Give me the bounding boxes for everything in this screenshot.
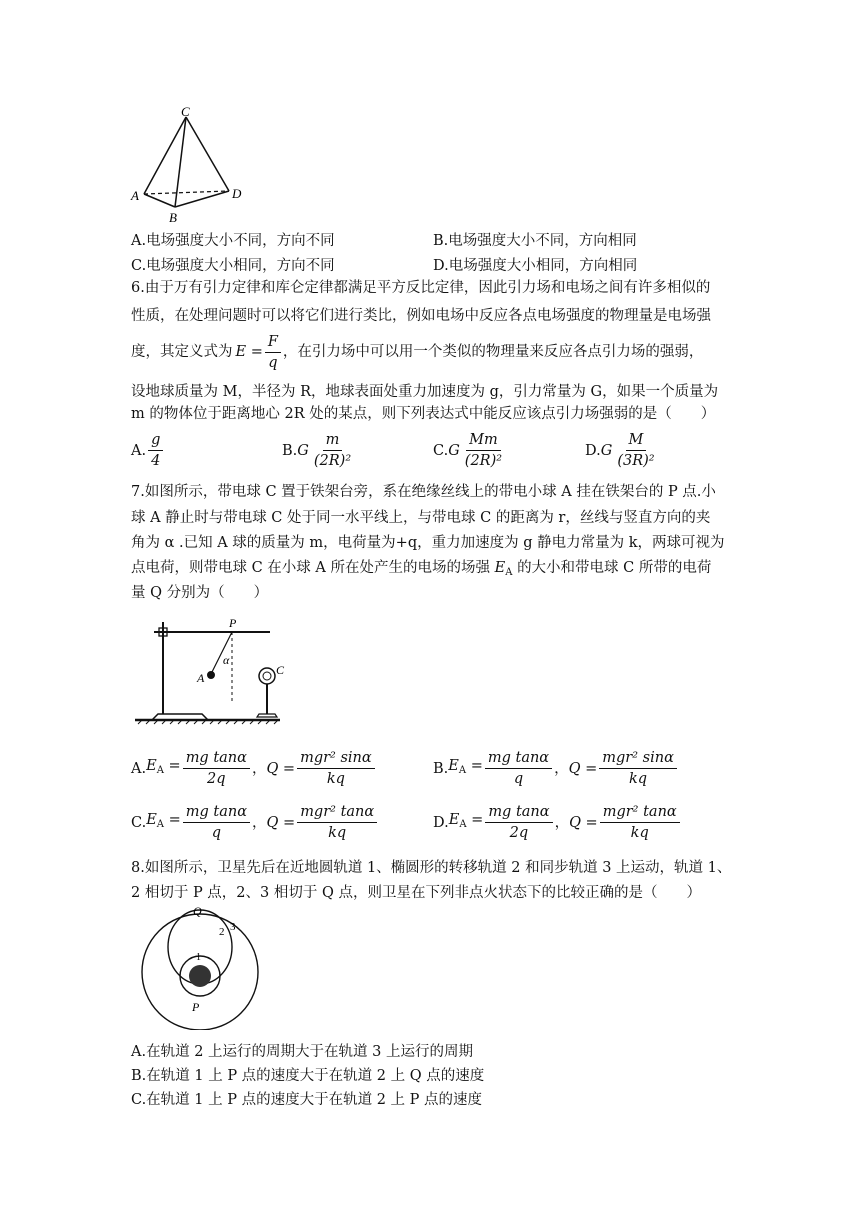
q6-line-1: 6.由于万有引力定律和库仑定律都满足平方反比定律，因此引力场和电场之间有许多相似的 — [131, 280, 711, 296]
fraction-denominator: (3R)² — [617, 453, 655, 469]
fraction-numerator: m — [323, 430, 343, 451]
option-label: D. — [433, 814, 449, 831]
vertex-label-c: C — [181, 104, 190, 119]
fraction-denominator: 2q — [207, 771, 226, 787]
separator: ， — [252, 814, 267, 831]
fraction-denominator: kq — [326, 771, 345, 787]
fraction-numerator: g — [148, 430, 163, 451]
q6-line-5: m 的物体位于距离地心 2R 处的某点，则下列表达式中能反应该点引力场强弱的是（ ） — [131, 406, 716, 422]
separator: ， — [251, 760, 267, 777]
fraction-denominator: kq — [629, 771, 648, 787]
option-label: B. — [282, 442, 298, 459]
orbit-label-3: 3 — [230, 921, 236, 933]
e-fraction — [485, 748, 552, 789]
q6-option-a — [131, 430, 165, 471]
q6-option-a-fraction — [148, 430, 163, 471]
q7-line-5: 量 Q 分别为（ ） — [131, 585, 269, 601]
q-symbol: Q = — [266, 760, 296, 777]
fraction-denominator: (2R)² — [464, 453, 503, 469]
vertex-label-d: D — [232, 186, 242, 201]
e-fraction — [183, 748, 250, 789]
fraction-denominator: q — [513, 771, 524, 787]
e-symbol: $E_A$ = — [448, 758, 483, 776]
fraction-numerator: mgr² tanα — [600, 802, 680, 823]
fraction-numerator: Mm — [466, 430, 501, 451]
q-fraction — [297, 802, 377, 843]
constant-g: G — [297, 442, 309, 459]
q8-option-b: B.在轨道 1 上 P 点的速度大于在轨道 2 上 Q 点的速度 — [131, 1068, 485, 1084]
vertex-label-a: A — [131, 188, 139, 203]
q-symbol: Q = — [266, 814, 296, 831]
q7-line-4 — [131, 558, 711, 583]
q5-option-b: B.电场强度大小不同，方向相同 — [433, 233, 637, 249]
option-label: C. — [131, 814, 147, 831]
fraction-denominator: kq — [630, 825, 649, 841]
constant-g: G — [600, 442, 613, 459]
q-symbol: Q = — [568, 760, 598, 777]
option-label: B. — [433, 760, 449, 777]
fraction-numerator: mg tanα — [485, 748, 552, 769]
q7-line-4-a: 点电荷，则带电球 C 在小球 A 所在处产生的电场的场强 — [131, 560, 491, 576]
q6-option-d-fraction — [614, 430, 657, 471]
ball-label-a: A — [197, 671, 205, 685]
q7-option-d — [433, 802, 682, 843]
q7-option-b — [433, 748, 679, 789]
q6-line-3-post: ，在引力场中可以用一个类似的物理量来反应各点引力场的强弱， — [282, 344, 704, 360]
vertex-label-b: B — [169, 210, 177, 225]
q8-option-c: C.在轨道 1 上 P 点的速度大于在轨道 2 上 P 点的速度 — [131, 1092, 483, 1108]
q6-line-2: 性质，在处理问题时可以将它们进行类比，例如电场中反应各点电场强度的物理量是电场强 — [131, 308, 711, 324]
orbit-point-q: Q — [193, 904, 202, 918]
q7-line-4-b: 的大小和带电球 C 所带的电荷 — [517, 560, 712, 576]
e-symbol: $E_A$ = — [448, 812, 484, 830]
fraction-denominator: q — [211, 825, 222, 841]
angle-label-alpha: α — [223, 653, 230, 667]
q7-line-2: 球 A 静止时与带电球 C 处于同一水平线上，与带电球 C 的距离为 r，丝线与竖直方向的夹 — [131, 510, 711, 526]
q6-eq-fraction — [265, 332, 281, 373]
ball-label-c: C — [276, 663, 285, 677]
fraction-denominator: 2q — [509, 825, 529, 841]
q7-option-a — [131, 748, 377, 789]
q5-option-c: C.电场强度大小相同，方向不同 — [131, 258, 335, 274]
q7-line-3: 角为 α .已知 A 球的质量为 m，电荷量为+q，重力加速度为 g 静电力常量为 k，两球可视为 — [131, 535, 725, 551]
q5-option-d: D.电场强度大小相同，方向相同 — [433, 258, 638, 274]
fraction-numerator: mgr² sinα — [599, 748, 677, 769]
point-label-p: P — [229, 616, 237, 630]
e-symbol: $E_A$ = — [146, 812, 181, 830]
q6-line-3 — [131, 330, 703, 374]
q-fraction — [600, 802, 680, 843]
e-fraction — [485, 802, 552, 843]
orbit-label-2: 2 — [219, 926, 225, 938]
q6-eq-den: q — [268, 354, 278, 371]
separator: ， — [554, 760, 569, 777]
fraction-numerator: M — [626, 430, 647, 451]
fraction-denominator: kq — [328, 825, 347, 841]
tetrahedron-figure — [128, 104, 258, 228]
q-fraction — [297, 748, 375, 789]
fraction-numerator: mg tanα — [183, 802, 250, 823]
separator: ， — [554, 814, 570, 831]
option-label: A. — [131, 760, 147, 777]
q6-eq-num: F — [265, 332, 281, 353]
iron-stand-figure — [130, 612, 290, 730]
constant-g: G — [448, 442, 460, 459]
q8-line-1: 8.如图所示，卫星先后在近地圆轨道 1、椭圆形的转移轨道 2 和同步轨道 3 上运动，轨道 1、 — [131, 860, 732, 876]
q6-option-b — [282, 430, 356, 471]
q5-option-a: A.电场强度大小不同，方向不同 — [131, 233, 335, 249]
fraction-numerator: mg tanα — [183, 748, 250, 769]
orbit-label-1: 1 — [196, 952, 201, 963]
q-symbol: Q = — [569, 814, 598, 831]
q6-line-4: 设地球质量为 M，半径为 R，地球表面处重力加速度为 g，引力常量为 G，如果一个质量为 — [131, 384, 719, 400]
field-strength-symbol: $E_A$ — [494, 560, 513, 578]
q8-line-2: 2 相切于 P 点，2、3 相切于 Q 点，则卫星在下列非点火状态下的比较正确的是（ ） — [131, 885, 701, 901]
q7-line-1: 7.如图所示，带电球 C 置于铁架台旁，系在绝缘丝线上的带电小球 A 挂在铁架台的 P 点.小 — [131, 484, 716, 500]
q6-option-b-fraction — [311, 430, 354, 471]
q6-option-c — [433, 430, 507, 471]
option-label: A. — [131, 442, 147, 459]
option-label: D. — [585, 442, 601, 459]
q6-eq-lhs: E = — [235, 344, 263, 360]
orbits-figure — [130, 900, 270, 1030]
option-label: C. — [433, 442, 449, 459]
fraction-numerator: mgr² sinα — [297, 748, 375, 769]
q7-option-c — [131, 802, 379, 843]
earth-icon — [189, 965, 211, 987]
q8-option-a: A.在轨道 2 上运行的周期大于在轨道 3 上运行的周期 — [131, 1044, 473, 1060]
fraction-denominator: (2R)² — [313, 453, 352, 469]
q6-line-3-pre: 度，其定义式为 — [131, 344, 233, 360]
fraction-numerator: mgr² tanα — [297, 802, 377, 823]
fraction-denominator: 4 — [151, 453, 161, 469]
q6-option-d — [585, 430, 660, 471]
e-symbol: $E_A$ = — [146, 758, 181, 776]
q-fraction — [599, 748, 677, 789]
fraction-numerator: mg tanα — [485, 802, 552, 823]
orbit-point-p: P — [192, 1000, 200, 1014]
q6-option-c-fraction — [462, 430, 505, 471]
e-fraction — [183, 802, 250, 843]
